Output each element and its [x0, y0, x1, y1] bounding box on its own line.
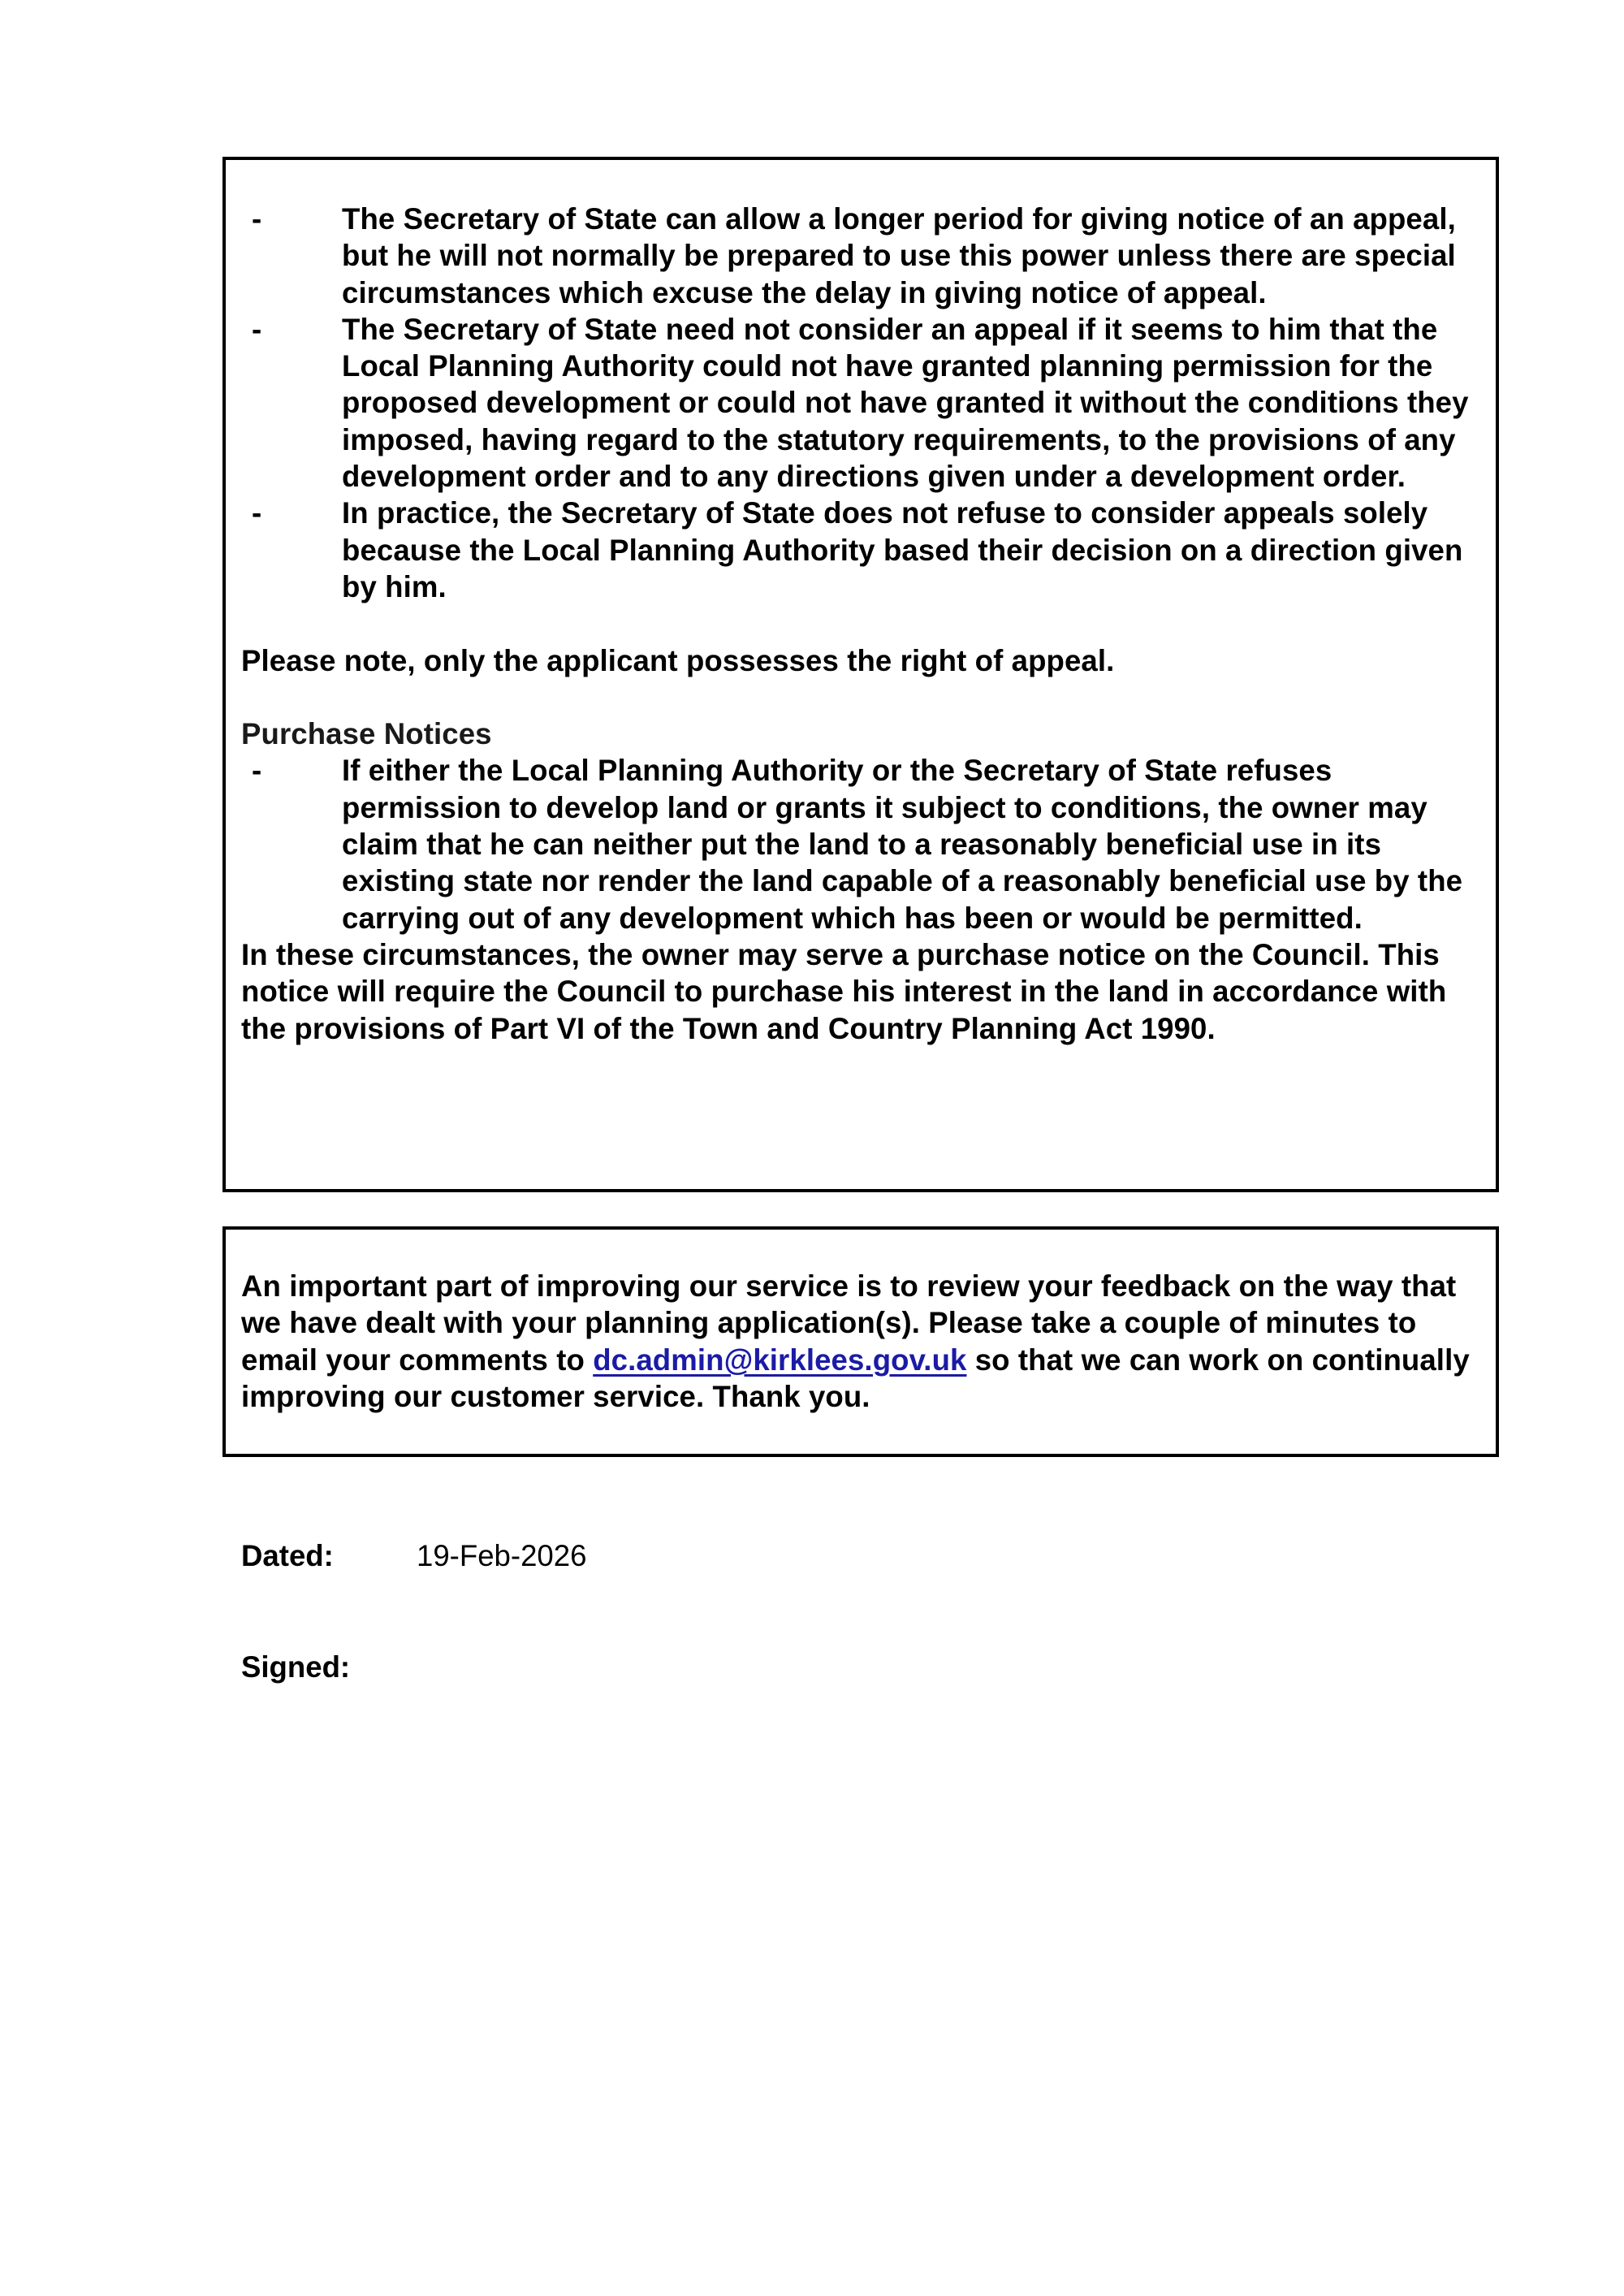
signed-row	[241, 1649, 417, 1685]
dated-value: 19-Feb-2026	[417, 1539, 587, 1572]
appeals-text	[241, 201, 1484, 1047]
bullet-item-longer-period	[241, 201, 1484, 311]
dated-label: Dated:	[241, 1539, 334, 1572]
signed-label: Signed:	[241, 1650, 351, 1684]
bullet-dash: -	[252, 754, 262, 788]
bullet-text: The Secretary of State need not consider an appeal if it seems to him that the Local Planning Authority could not have granted planning permission for the proposed development or could not have granted it without the conditions they imposed, having regard to the statutory requirements, to the provisions of any development order and to any directions given under a development order.	[342, 312, 1469, 494]
feedback-text-after-link: so that we can work on continually improving our customer service. Thank you.	[241, 1343, 1470, 1413]
appeals-info-box	[222, 157, 1499, 1192]
bullet-item-in-practice	[241, 495, 1484, 605]
bullet-dash: -	[252, 202, 262, 236]
bullet-text: If either the Local Planning Authority or the Secretary of State refuses permission to develop land or grants it subject to conditions, the owner may claim that he can neither put the land to a reasonably beneficial use in its existing state nor render the land capable of a reasonably beneficial use by the carrying out of any development which has been or would be permitted.	[342, 754, 1463, 935]
bullet-dash: -	[252, 312, 262, 346]
spacer	[241, 605, 1484, 642]
dated-row	[241, 1537, 586, 1574]
feedback-paragraph	[241, 1268, 1484, 1415]
purchase-notice-conclusion: In these circumstances, the owner may serve a purchase notice on the Council. This notice will require the Council to purchase his interest in the land in accordance with the provisions of Part VI of the Town and Country Planning Act 1990.	[241, 937, 1447, 1045]
bullet-text: The Secretary of State can allow a longer period for giving notice of an appeal, but he will not normally be prepared to use this power unless there are special circumstances which excuse the delay in giving notice of appeal.	[342, 202, 1456, 309]
bullet-item-purchase-notice	[241, 752, 1484, 936]
spacer	[241, 679, 1484, 716]
feedback-text-before-link: An important part of improving our service is to review your feedback on the way that we have dealt with your planning application(s). Please take a couple of minutes to email your comments to	[241, 1269, 1457, 1377]
feedback-text	[241, 1268, 1484, 1415]
purchase-notices-heading: Purchase Notices	[241, 717, 492, 751]
feedback-box	[222, 1226, 1499, 1457]
bullet-text: In practice, the Secretary of State does not refuse to consider appeals solely because the Local Planning Authority based their decision on a direction given by him.	[342, 496, 1463, 603]
email-link[interactable]: dc.admin@kirklees.gov.uk	[593, 1343, 967, 1377]
bullet-item-need-not-consider	[241, 311, 1484, 495]
applicant-right-note: Please note, only the applicant possesses the right of appeal.	[241, 643, 1115, 677]
bullet-dash: -	[252, 496, 262, 530]
